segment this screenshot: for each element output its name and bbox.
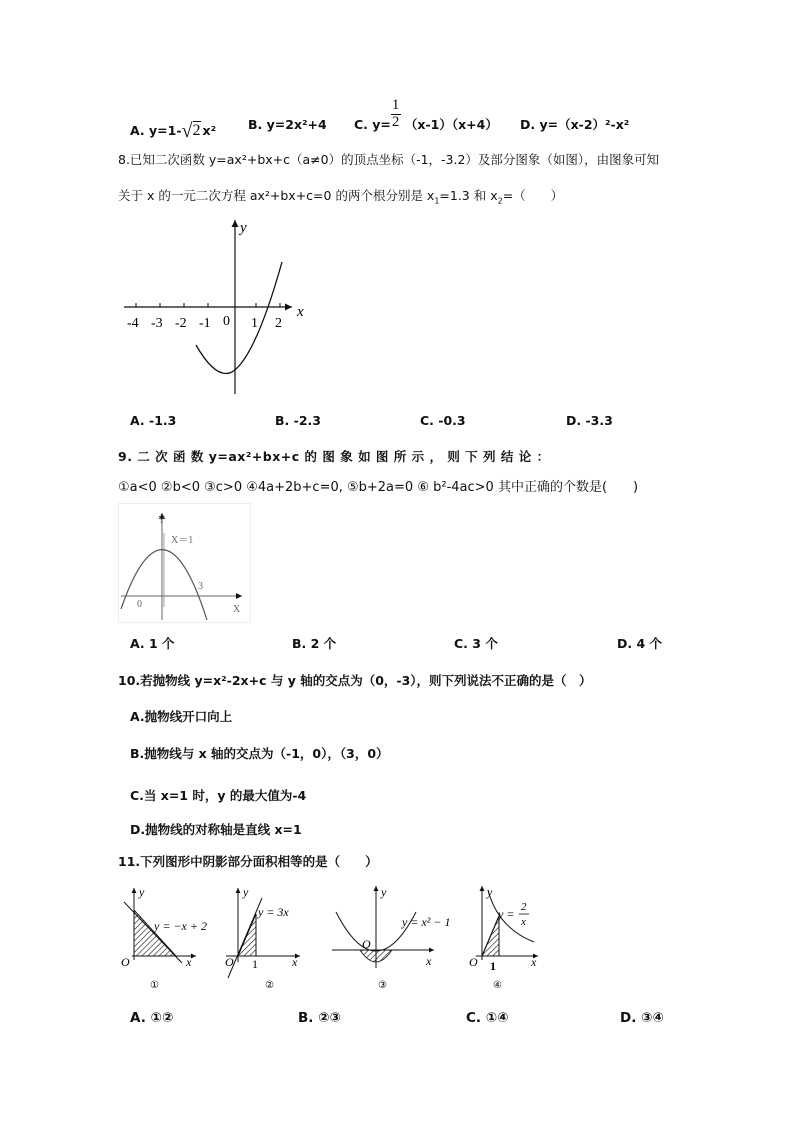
q8-tick-label-3: -2 <box>175 316 187 331</box>
q11-fig2-mark: ② <box>265 980 274 991</box>
q11-figure-4 <box>469 885 538 991</box>
q9-option-d: D. 4 个 <box>617 636 663 651</box>
q9-x-label: X <box>233 604 241 615</box>
q11-fig4-x: x <box>531 955 537 969</box>
q8-tick-label-4: -1 <box>199 316 211 331</box>
q11-fig4-mark: ④ <box>493 980 502 991</box>
q8-stem-line2-end: =（ ） <box>502 188 564 203</box>
q8-option-c: C. -0.3 <box>420 413 466 428</box>
q8-stem-line1: 8.已知二次函数 y=ax²+bx+c（a≠0）的顶点坐标（-1，-3.2）及部分图象（如图），由图象可知 <box>118 152 660 167</box>
q9-option-c: C. 3 个 <box>454 636 498 651</box>
sqrt-icon: √ <box>181 120 193 142</box>
q8-tick-label-5: 0 <box>223 314 230 329</box>
q11-fig2-one: 1 <box>252 957 258 971</box>
q9-graph <box>118 503 252 625</box>
q8-option-a: A. -1.3 <box>130 413 177 428</box>
q11-figure-3 <box>332 885 450 991</box>
q11-fig3-x: x <box>426 954 432 968</box>
q7-option-a-text: A. y=1- <box>130 123 182 138</box>
q11-fig3-y: y <box>381 885 387 899</box>
q11-figure-1 <box>121 885 207 991</box>
q8-tick-label-6: 1 <box>251 316 258 331</box>
q7-option-d: D. y=（x-2）²-x² <box>520 117 630 132</box>
q11-fig2-y: y <box>243 885 249 899</box>
q11-figure-2 <box>225 885 300 991</box>
q11-fig3-o: O <box>362 937 371 951</box>
q11-figure-1-shaded <box>134 910 176 956</box>
q11-fig4-eq-pre: y = <box>498 907 515 921</box>
q7-fraction <box>391 97 401 130</box>
q11-fig1-x: x <box>186 955 192 969</box>
q7-fraction-denominator: 2 <box>391 114 400 130</box>
q8-stem-line2 <box>118 188 563 206</box>
q7-option-a <box>130 117 216 141</box>
q11-fig4-y: y <box>487 885 493 899</box>
q11-fig1-eq: y = −x + 2 <box>154 919 207 933</box>
q8-option-b: B. -2.3 <box>275 413 321 428</box>
q11-option-c: C. ①④ <box>466 1010 509 1026</box>
q7-option-c-tail: （x-1）（x+4） <box>404 117 498 132</box>
q11-figures <box>110 880 550 992</box>
q11-fig4-eq-den: x <box>521 916 526 928</box>
q7-option-b: B. y=2x²+4 <box>248 117 327 132</box>
q9-axis-label: X＝1 <box>171 535 194 546</box>
q11-fig4-o: O <box>469 955 478 969</box>
q8-stem-line2-mid: =1.3 和 x <box>439 188 498 203</box>
q8-y-label: y <box>240 220 247 236</box>
q9-option-b: B. 2 个 <box>292 636 337 651</box>
q8-tick-label-1: -4 <box>127 316 139 331</box>
q8-graph <box>120 212 320 402</box>
q11-fig1-o: O <box>121 955 130 969</box>
q7-option-a-radicand: 2 <box>192 122 201 139</box>
q11-fig2-x: x <box>292 955 298 969</box>
q11-stem: 11.下列图形中阴影部分面积相等的是（ ） <box>118 854 378 869</box>
q11-fig2-o: O <box>225 955 234 969</box>
q8-x-label: x <box>297 304 304 320</box>
q8-sub1: 1 <box>434 196 440 206</box>
q11-option-a: A. ①② <box>130 1010 174 1026</box>
q10-stem: 10.若抛物线 y=x²-2x+c 与 y 轴的交点为（0，-3），则下列说法不正确的是（ ） <box>118 673 592 688</box>
q10-option-d: D.抛物线的对称轴是直线 x=1 <box>130 822 302 837</box>
q11-option-b: B. ②③ <box>298 1010 341 1026</box>
q11-figure-2-shaded <box>238 914 256 956</box>
q7-option-a-tail: x² <box>202 123 217 138</box>
q9-origin-label: 0 <box>137 599 142 610</box>
q8-tick-label-2: -3 <box>151 316 163 331</box>
q11-fig1-mark: ① <box>150 980 159 991</box>
q9-option-a: A. 1 个 <box>130 636 175 651</box>
q11-fig1-y: y <box>139 885 145 899</box>
q8-stem-line2-pre: 关于 x 的一元二次方程 ax²+bx+c=0 的两个根分别是 x <box>118 188 435 203</box>
q11-fig4-eq-num: 2 <box>521 901 527 913</box>
q10-option-a: A.抛物线开口向上 <box>130 709 233 724</box>
q8-sub2: 2 <box>497 196 503 206</box>
q9-stem-line1: 9. 二 次 函 数 y=ax²+bx+c 的 图 象 如 图 所 示 ， 则 下 列 结 论 ： <box>118 449 550 464</box>
q8-ticks <box>136 303 280 307</box>
q10-option-c: C.当 x=1 时，y 的最大值为-4 <box>130 788 307 803</box>
q9-root-label: 3 <box>198 581 203 592</box>
q7-option-c <box>354 97 498 132</box>
q8-tick-label-7: 2 <box>275 316 282 331</box>
q7-option-c-prefix: C. y= <box>354 117 391 132</box>
q11-option-d: D. ③④ <box>620 1010 664 1026</box>
q11-fig2-eq: y = 3x <box>258 905 289 919</box>
q11-fig4-one: 1 <box>490 959 496 973</box>
q7-fraction-numerator: 1 <box>391 97 400 113</box>
q9-y-label: Y <box>158 515 166 526</box>
q8-option-d: D. -3.3 <box>566 413 613 428</box>
q11-figure-3-shaded <box>360 950 392 962</box>
q11-fig3-mark: ③ <box>378 980 387 991</box>
q10-option-b: B.抛物线与 x 轴的交点为（-1，0），（3，0） <box>130 746 389 761</box>
q9-stem-line2: ①a<0 ②b<0 ③c>0 ④4a+2b+c=0, ⑤b+2a=0 ⑥ b²-4ac>0 其中正确的个数是( ) <box>118 480 639 495</box>
q11-fig3-eq: y = x² − 1 <box>402 915 451 929</box>
